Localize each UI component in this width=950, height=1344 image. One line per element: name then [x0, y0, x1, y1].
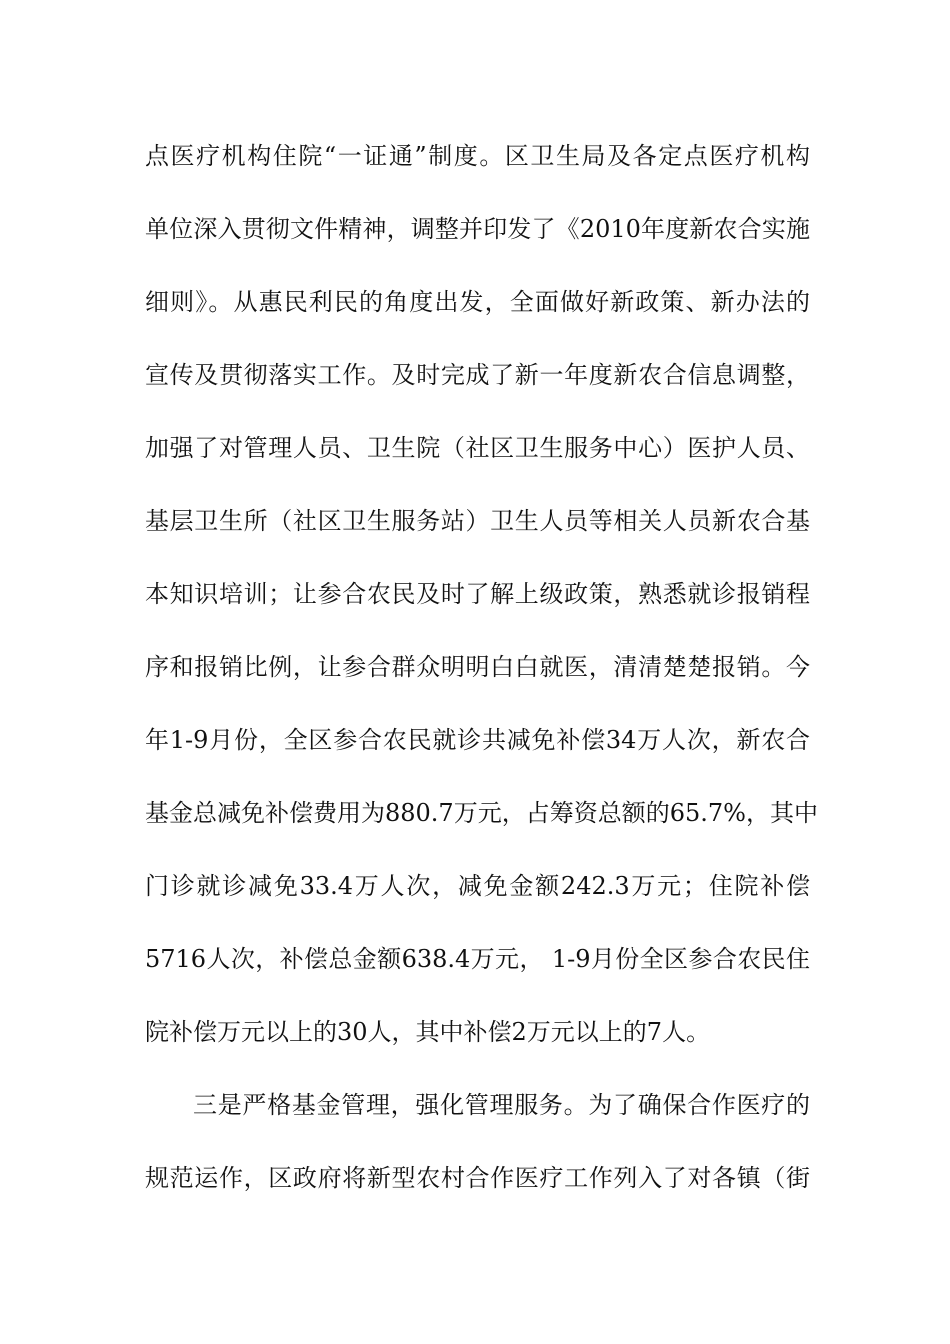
paragraph-line-6: 基层卫生所（社区卫生服务站）卫生人员等相关人员新农合基: [145, 507, 810, 535]
paragraph-line-2: 单位深入贯彻文件精神，调整并印发了《2010年度新农合实施: [145, 215, 810, 243]
paragraph-line-11: 门诊就诊减免33.4万人次，减免金额242.3万元；住院补偿: [145, 872, 810, 900]
paragraph-line-13: 院补偿万元以上的30人，其中补偿2万元以上的7人。: [145, 1018, 711, 1046]
paragraph-line-12: 5716人次，补偿总金额638.4万元， 1-9月份全区参合农民住: [145, 945, 810, 973]
paragraph-line-10: 基金总减免补偿费用为880.7万元，占筹资总额的65.7%，其中: [145, 799, 818, 827]
paragraph-line-8: 序和报销比例，让参合群众明明白白就医，清清楚楚报销。今: [145, 653, 810, 681]
paragraph-line-1: 点医疗机构住院“一证通”制度。区卫生局及各定点医疗机构: [145, 142, 810, 170]
paragraph-line-5: 加强了对管理人员、卫生院（社区卫生服务中心）医护人员、: [145, 434, 810, 462]
paragraph-line-15: 规范运作，区政府将新型农村合作医疗工作列入了对各镇（街: [145, 1164, 810, 1192]
paragraph-line-14: 三是严格基金管理，强化管理服务。为了确保合作医疗的: [193, 1091, 810, 1119]
paragraph-line-9: 年1-9月份，全区参合农民就诊共减免补偿34万人次，新农合: [145, 726, 810, 754]
paragraph-line-3: 细则》。从惠民利民的角度出发，全面做好新政策、新办法的: [145, 288, 810, 316]
paragraph-line-4: 宣传及贯彻落实工作。及时完成了新一年度新农合信息调整，: [145, 361, 810, 389]
paragraph-line-7: 本知识培训；让参合农民及时了解上级政策，熟悉就诊报销程: [145, 580, 810, 608]
